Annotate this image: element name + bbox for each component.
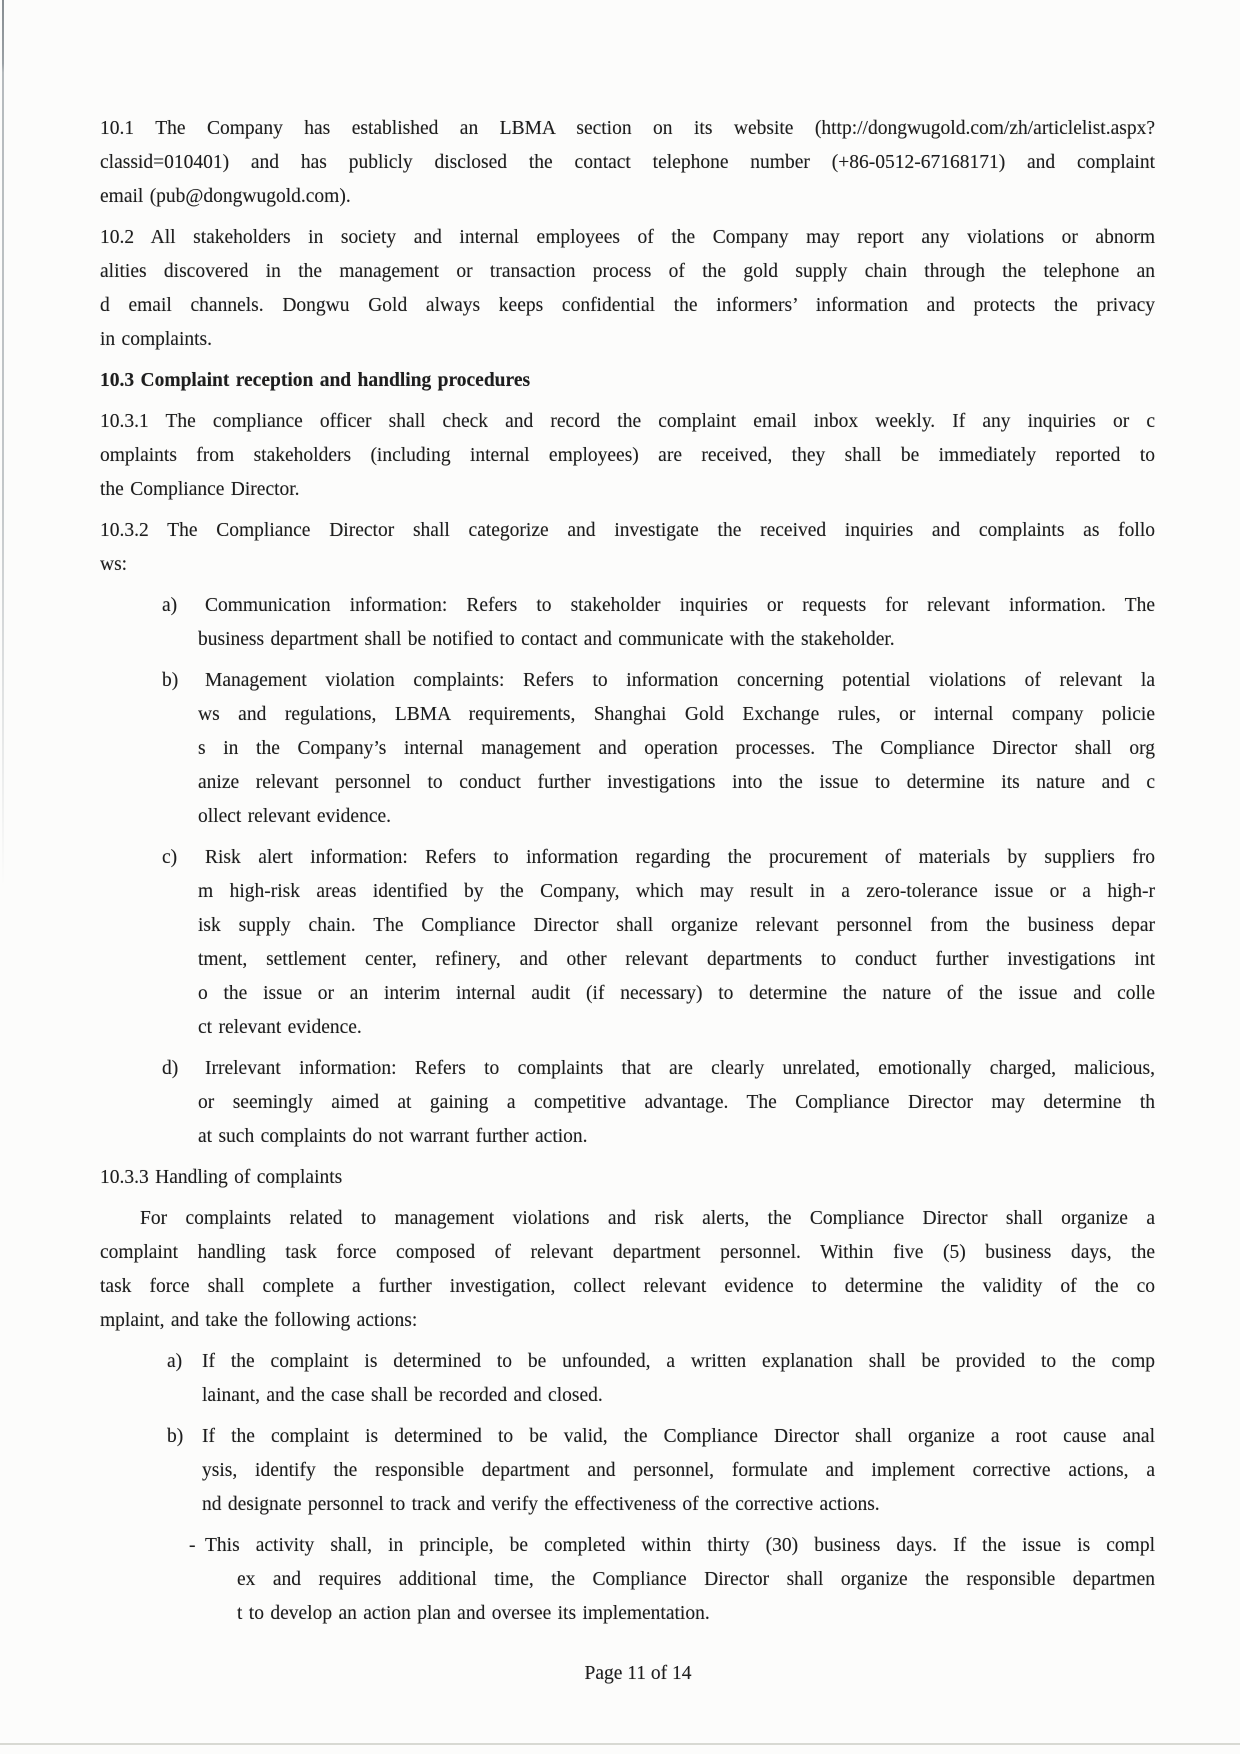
text-line: Management violation complaints: Refers to information concerning potential violations of relevant la <box>205 670 1155 691</box>
text-line: d email channels. Dongwu Gold always keeps confidential the informers’ information and protects the privacy <box>100 295 1155 316</box>
list-item-c <box>100 841 1155 1045</box>
text-line: in complaints. <box>100 329 212 350</box>
text-line: o the issue or an interim internal audit (if necessary) to determine the nature of the issue and colle <box>198 983 1155 1004</box>
text-line: at such complaints do not warrant further action. <box>198 1126 588 1147</box>
para-handling-intro <box>100 1202 1155 1338</box>
para-10-1 <box>100 112 1155 214</box>
text-line: task force shall complete a further investigation, collect relevant evidence to determine the validity of the co <box>100 1276 1155 1297</box>
list-marker: a) <box>167 1351 183 1372</box>
text-line: s in the Company’s internal management and operation processes. The Compliance Director shall org <box>198 738 1155 759</box>
list-item-b2 <box>100 1420 1155 1522</box>
text-line: anize relevant personnel to conduct further investigations into the issue to determine its nature and c <box>198 772 1155 793</box>
text-line: Communication information: Refers to stakeholder inquiries or requests for relevant information. The <box>205 595 1155 616</box>
text-line: tment, settlement center, refinery, and other relevant departments to conduct further investigations int <box>198 949 1155 970</box>
text-line: Risk alert information: Refers to information regarding the procurement of materials by suppliers fro <box>205 847 1155 868</box>
para-10-3-3 <box>100 1161 1155 1195</box>
scan-edge-left-artifact <box>2 0 4 905</box>
text-line: ct relevant evidence. <box>198 1017 362 1038</box>
list-item-a <box>100 589 1155 657</box>
text-line: nd designate personnel to track and verify the effectiveness of the corrective actions. <box>202 1494 880 1515</box>
text-line: isk supply chain. The Compliance Director shall organize relevant personnel from the business depar <box>198 915 1155 936</box>
list-marker: b) <box>167 1426 184 1447</box>
text-line: 10.2 All stakeholders in society and internal employees of the Company may report any violations or abnorm <box>100 227 1155 248</box>
scan-edge-bottom-artifact <box>0 1743 1240 1745</box>
text-line: email (pub@dongwugold.com). <box>100 186 351 207</box>
text-line: mplaint, and take the following actions: <box>100 1310 418 1331</box>
para-10-3-2 <box>100 514 1155 582</box>
text-line: ws and regulations, LBMA requirements, Shanghai Gold Exchange rules, or internal company policie <box>198 704 1155 725</box>
text-line: the Compliance Director. <box>100 479 300 500</box>
text-line: ysis, identify the responsible department and personnel, formulate and implement corrective actions, a <box>202 1460 1155 1481</box>
text-line: ws: <box>100 554 128 575</box>
text-line: business department shall be notified to contact and communicate with the stakeholder. <box>198 629 895 650</box>
para-10-2 <box>100 221 1155 357</box>
document-body <box>100 112 1155 1631</box>
heading-10-3 <box>100 364 1155 398</box>
text-line: complaint handling task force composed of relevant department personnel. Within five (5) business days, the <box>100 1242 1155 1263</box>
text-line: alities discovered in the management or transaction process of the gold supply chain through the telephone an <box>100 261 1155 282</box>
text-line: If the complaint is determined to be valid, the Compliance Director shall organize a root cause anal <box>202 1426 1155 1447</box>
text-line: 10.3 Complaint reception and handling procedures <box>100 370 531 391</box>
text-line: 10.3.1 The compliance officer shall check and record the complaint email inbox weekly. If any inquiries or c <box>100 411 1155 432</box>
list-marker: a) <box>162 595 178 616</box>
text-line: omplaints from stakeholders (including internal employees) are received, they shall be immediately reported to <box>100 445 1155 466</box>
text-line: t to develop an action plan and oversee its implementation. <box>237 1603 710 1624</box>
list-item-dash <box>100 1529 1155 1631</box>
text-line: classid=010401) and has publicly disclosed the contact telephone number (+86-0512-67168171) and complaint <box>100 152 1155 173</box>
text-line: If the complaint is determined to be unfounded, a written explanation shall be provided to the comp <box>202 1351 1155 1372</box>
text-line: For complaints related to management violations and risk alerts, the Compliance Director shall organize a <box>140 1208 1155 1229</box>
text-line: ex and requires additional time, the Compliance Director shall organize the responsible departmen <box>237 1569 1155 1590</box>
text-line: This activity shall, in principle, be completed within thirty (30) business days. If the issue is compl <box>205 1535 1155 1556</box>
text-line: ollect relevant evidence. <box>198 806 392 827</box>
list-marker: c) <box>162 847 178 868</box>
list-marker: d) <box>162 1058 179 1079</box>
text-line: 10.1 The Company has established an LBMA section on its website (http://dongwugold.com/zh/articlelist.aspx? <box>100 118 1155 139</box>
para-10-3-1 <box>100 405 1155 507</box>
list-item-b <box>100 664 1155 834</box>
page-footer: Page 11 of 14 <box>584 1663 692 1684</box>
text-line: Irrelevant information: Refers to complaints that are clearly unrelated, emotionally charged, malicious, <box>205 1058 1155 1079</box>
text-line: 10.3.2 The Compliance Director shall categorize and investigate the received inquiries and complaints as follo <box>100 520 1155 541</box>
text-line: lainant, and the case shall be recorded and closed. <box>202 1385 603 1406</box>
text-line: or seemingly aimed at gaining a competitive advantage. The Compliance Director may determine th <box>198 1092 1155 1113</box>
list-marker: b) <box>162 670 179 691</box>
list-item-d <box>100 1052 1155 1154</box>
text-line: 10.3.3 Handling of complaints <box>100 1167 343 1188</box>
list-item-a2 <box>100 1345 1155 1413</box>
list-marker: - <box>189 1535 196 1556</box>
text-line: m high-risk areas identified by the Company, which may result in a zero-tolerance issue or a high-r <box>198 881 1155 902</box>
